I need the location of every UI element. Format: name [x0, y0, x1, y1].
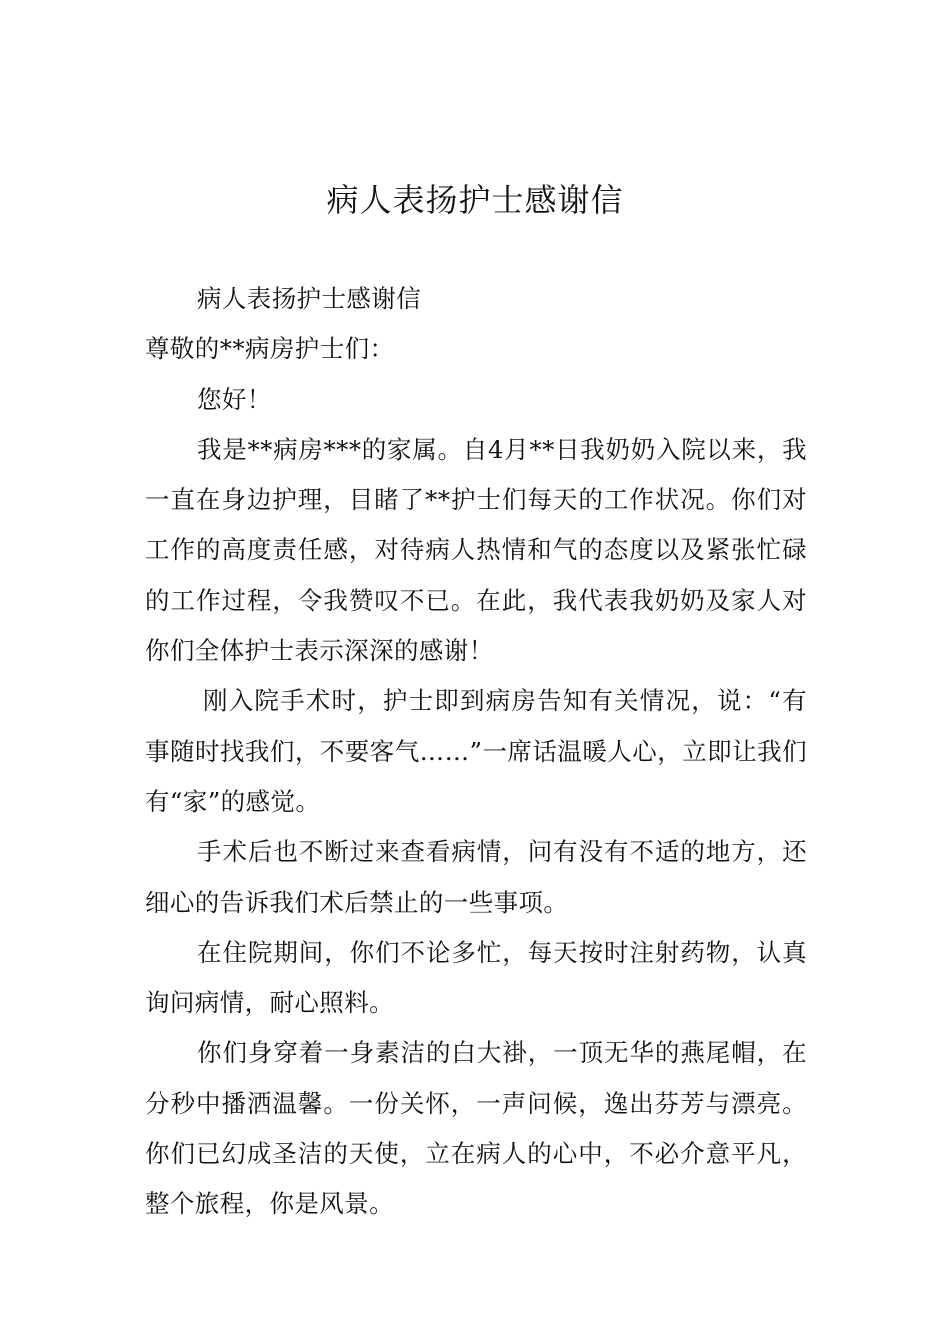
letter-body	[145, 274, 807, 1230]
greeting: 您好！	[197, 384, 272, 414]
paragraph-hospital-stay: 在住院期间，你们不论多忙，每天按时注射药物，认真询问病情，耐心照料。	[145, 937, 807, 1018]
salutation: 尊敬的**病房护士们：	[145, 334, 395, 364]
document-title: 病人表扬护士感谢信	[326, 181, 624, 219]
paragraph-praise: 你们身穿着一身素洁的白大褂，一顶无华的燕尾帽，在分秒中播洒温馨。一份关怀，一声问候，逸出芬芳与漂亮。你们已幻成圣洁的天使，立在病人的心中，不必介意平凡，整个旅程，你是风景。	[145, 1038, 807, 1219]
paragraph-post-surgery: 手术后也不断过来查看病情，问有没有不适的地方，还细心的告诉我们术后禁止的一些事项。	[145, 837, 807, 917]
letter-heading: 病人表扬护士感谢信	[197, 284, 422, 313]
paragraph-introduction: 我是**病房***的家属。自4月**日我奶奶入院以来，我一直在身边护理，目睹了**护士们每天的工作状况。你们对工作的高度责任感，对待病人热情和气的态度以及紧张忙碌的工作过程，令我赞叹不已。在此，我代表我奶奶及家人对你们全体护士表示深深的感谢！	[145, 434, 807, 666]
paragraph-admission: 刚入院手术时，护士即到病房告知有关情况，说：“有事随时找我们，不要客气……”一席话温暖人心，立即让我们有“家”的感觉。	[145, 686, 807, 816]
